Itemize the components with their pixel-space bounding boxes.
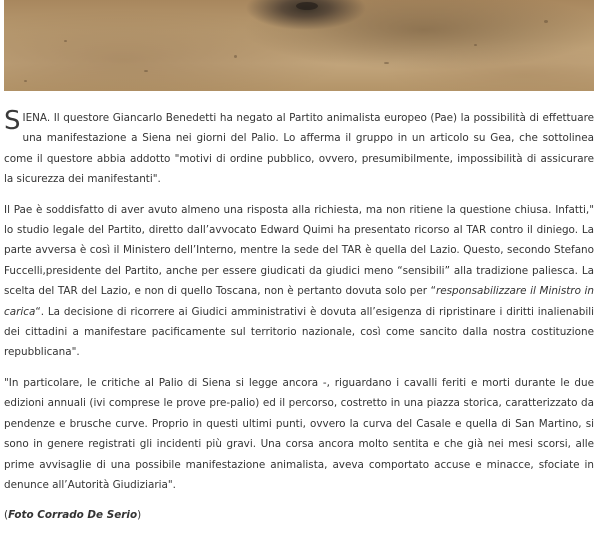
paragraph-3: [4, 373, 594, 495]
photo-credit: [4, 505, 594, 525]
photo-detail: [64, 40, 67, 42]
article-photo: [4, 0, 594, 91]
photo-detail: [234, 55, 237, 58]
photo-credit-open: (: [4, 509, 9, 522]
photo-credit-close: ): [137, 509, 142, 522]
paragraph-2-text-b: “. La decisione di ricorrere ai Giudici amministrativi è dovuta all’esigenza di ripristinare i diritti inalienabili dei cittadini a manifestare pacificamente sul territorio nazionale, così come sancito dalla nostra costituzione repubblicana".: [4, 305, 594, 359]
photo-detail: [296, 2, 318, 10]
drop-cap: S: [4, 106, 21, 136]
article-body: [4, 108, 594, 536]
paragraph-1: [4, 108, 594, 190]
photo-detail: [24, 80, 27, 82]
paragraph-3-text: "In particolare, le critiche al Palio di Siena si legge ancora -, riguardano i cavalli feriti e morti durante le due edizioni annuali (ivi comprese le prove pre-palio) ed il percorso, costretto in una piazza storica, caratterizzato da pendenze e brusche curve. Proprio in questi ultimi punti, ovvero la curva del Casale e quella di San Martino, si sono in genere registrati gli incidenti più gravi. Una corsa ancora molto sentita e che già nei mesi scorsi, alle prime avvisaglie di una possibile manifestazione animalista, aveva comportato accuse e minacce, sfociate in denunce all’Autorità Giudiziaria".: [4, 376, 594, 491]
photo-detail: [384, 62, 389, 64]
photo-credit-text: Foto Corrado De Serio: [8, 509, 138, 522]
paragraph-2-text-a: Il Pae è soddisfatto di aver avuto almeno una risposta alla richiesta, ma non ritiene la questione chiusa. Infatti," lo studio legale del Partito, diretto dall’avvocato Edward Quimi ha presentato ricorso al TAR contro il diniego. La parte avversa è così il Ministero dell’Interno, mentre la sede del TAR è quella del Lazio. Questo, secondo Stefano Fuccelli,presidente del Partito, anche per essere giudicati da giudici meno “sensibili” alla tradizione paliesca. La scelta del TAR del Lazio, e non di quello Toscana, non è pertanto dovuta solo per “: [4, 203, 594, 298]
paragraph-2-emphasis: responsabilizzare il Ministro in carica: [4, 285, 594, 318]
photo-detail: [474, 44, 477, 46]
photo-detail: [544, 20, 548, 23]
paragraph-1-text: IENA. Il questore Giancarlo Benedetti ha negato al Partito animalista europeo (Pae) la possibilità di effettuare una manifestazione a Siena nei giorni del Palio. Lo afferma il gruppo in un articolo su Gea, che sottolinea come il questore abbia addotto "motivi di ordine pubblico, ovvero, presumibilmente, impossibilità di assicurare la sicurezza dei manifestanti".: [4, 112, 594, 186]
photo-detail: [144, 70, 148, 72]
paragraph-2: [4, 200, 594, 363]
